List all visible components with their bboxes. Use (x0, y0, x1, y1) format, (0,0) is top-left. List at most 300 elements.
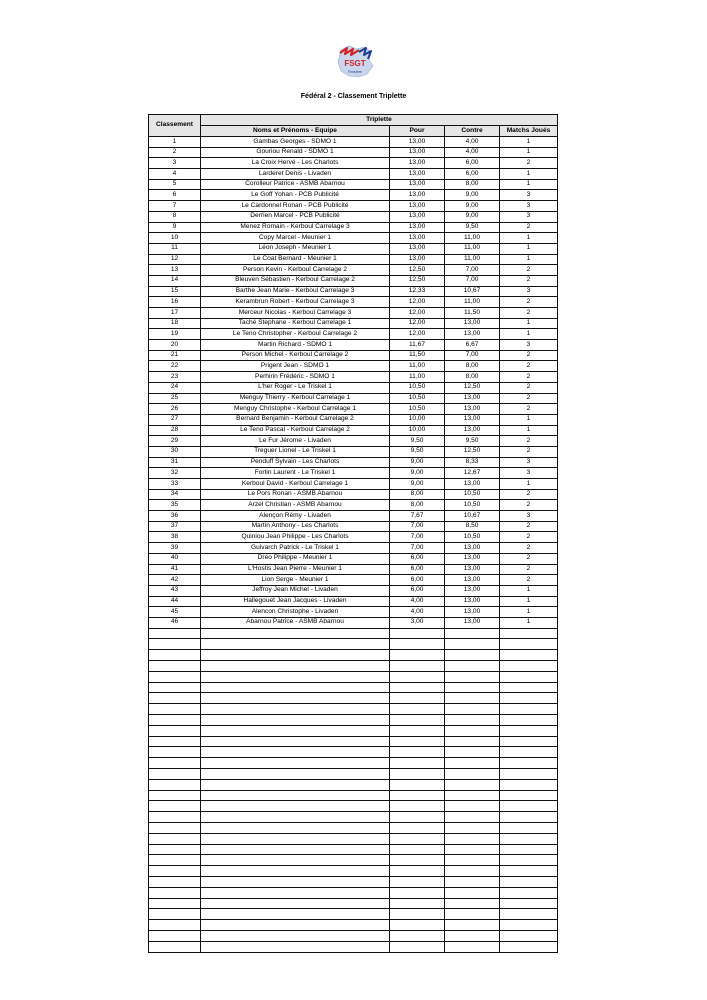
empty-row (149, 628, 558, 639)
pour-cell: 3,00 (390, 617, 445, 628)
empty-row (149, 833, 558, 844)
empty-cell (445, 833, 500, 844)
contre-cell: 9,50 (445, 222, 500, 233)
rank-cell: 1 (149, 137, 201, 148)
empty-cell (201, 747, 390, 758)
empty-cell (445, 812, 500, 823)
player-team-cell: Person Kevin - Kerboul Carrelage 2 (201, 265, 390, 276)
empty-cell (445, 639, 500, 650)
empty-cell (500, 812, 558, 823)
rank-cell: 42 (149, 575, 201, 586)
contre-cell: 7,00 (445, 265, 500, 276)
empty-cell (445, 930, 500, 941)
rank-cell: 13 (149, 265, 201, 276)
empty-cell (500, 715, 558, 726)
empty-row (149, 704, 558, 715)
rank-cell: 23 (149, 372, 201, 383)
empty-row (149, 844, 558, 855)
empty-cell (201, 855, 390, 866)
rank-cell: 4 (149, 169, 201, 180)
player-team-cell: Penduff Sylvain - Les Charlots (201, 457, 390, 468)
empty-cell (445, 693, 500, 704)
contre-cell: 12,67 (445, 468, 500, 479)
empty-cell (390, 682, 445, 693)
matches-cell: 2 (500, 404, 558, 415)
pour-cell: 7,67 (390, 511, 445, 522)
empty-row (149, 661, 558, 672)
player-team-cell: Le Goff Yohan - PCB Publicité (201, 190, 390, 201)
table-row (149, 521, 558, 532)
empty-cell (500, 768, 558, 779)
player-team-cell: L'Hostis Jean Pierre - Meunier 1 (201, 564, 390, 575)
empty-cell (390, 779, 445, 790)
empty-cell (390, 941, 445, 952)
empty-cell (390, 812, 445, 823)
table-row (149, 372, 558, 383)
rank-cell: 21 (149, 350, 201, 361)
table-row (149, 553, 558, 564)
matches-cell: 1 (500, 243, 558, 254)
empty-cell (445, 855, 500, 866)
empty-cell (500, 855, 558, 866)
matches-cell: 1 (500, 318, 558, 329)
empty-cell (201, 704, 390, 715)
empty-cell (445, 768, 500, 779)
player-team-cell: Merceur Nicolas - Kerboul Carrelage 3 (201, 308, 390, 319)
player-team-cell: Léon Joseph - Meunier 1 (201, 243, 390, 254)
empty-cell (500, 887, 558, 898)
pour-cell: 4,00 (390, 596, 445, 607)
pour-cell: 7,00 (390, 543, 445, 554)
empty-cell (390, 725, 445, 736)
contre-cell: 13,00 (445, 617, 500, 628)
table-row (149, 137, 558, 148)
rank-cell: 25 (149, 393, 201, 404)
contre-cell: 11,00 (445, 254, 500, 265)
empty-cell (390, 768, 445, 779)
empty-cell (390, 639, 445, 650)
table-row (149, 308, 558, 319)
empty-cell (500, 704, 558, 715)
empty-cell (500, 833, 558, 844)
table-row (149, 201, 558, 212)
pour-cell: 6,00 (390, 564, 445, 575)
empty-row (149, 801, 558, 812)
contre-column-header: Contre (445, 126, 500, 137)
pour-cell: 13,00 (390, 179, 445, 190)
empty-cell (149, 779, 201, 790)
player-team-cell: Alençon Rémy - Livaden (201, 511, 390, 522)
pour-cell: 12,50 (390, 275, 445, 286)
empty-cell (390, 855, 445, 866)
contre-cell: 4,00 (445, 147, 500, 158)
table-row (149, 361, 558, 372)
empty-cell (390, 844, 445, 855)
contre-cell: 9,50 (445, 436, 500, 447)
player-team-cell: Kerambrun Robert - Kerboul Carrelage 3 (201, 297, 390, 308)
pour-cell: 6,00 (390, 575, 445, 586)
pour-cell: 13,00 (390, 222, 445, 233)
player-team-cell: Guivarch Patrick - Le Triskel 1 (201, 543, 390, 554)
empty-cell (201, 725, 390, 736)
table-row (149, 297, 558, 308)
page-title: Fédéral 2 - Classement Triplette (300, 93, 407, 100)
empty-cell (445, 801, 500, 812)
rank-cell: 11 (149, 243, 201, 254)
contre-cell: 6,00 (445, 158, 500, 169)
table-row (149, 404, 558, 415)
player-team-cell: Gouriou Renald - SDMO 1 (201, 147, 390, 158)
empty-row (149, 898, 558, 909)
empty-cell (500, 822, 558, 833)
matches-cell: 1 (500, 233, 558, 244)
table-row (149, 254, 558, 265)
player-team-cell: Barthe Jean Marie - Kerboul Carrelage 3 (201, 286, 390, 297)
empty-cell (149, 671, 201, 682)
pour-cell: 6,00 (390, 553, 445, 564)
table-row (149, 393, 558, 404)
contre-cell: 10,50 (445, 500, 500, 511)
table-row (149, 511, 558, 522)
pour-cell: 9,00 (390, 457, 445, 468)
matches-cell: 2 (500, 361, 558, 372)
pour-cell: 10,00 (390, 414, 445, 425)
empty-cell (201, 715, 390, 726)
rank-cell: 46 (149, 617, 201, 628)
empty-cell (500, 866, 558, 877)
rank-cell: 31 (149, 457, 201, 468)
contre-cell: 13,00 (445, 543, 500, 554)
empty-cell (390, 736, 445, 747)
empty-cell (201, 866, 390, 877)
logo-subtext: Finistère (348, 70, 362, 74)
player-team-cell: Taché Stephane - Kerboul Carrelage 1 (201, 318, 390, 329)
empty-cell (500, 671, 558, 682)
matches-column-header: Matchs Joués (500, 126, 558, 137)
empty-cell (390, 693, 445, 704)
pour-cell: 12,00 (390, 318, 445, 329)
empty-cell (149, 833, 201, 844)
contre-cell: 11,50 (445, 308, 500, 319)
empty-cell (390, 887, 445, 898)
empty-cell (445, 704, 500, 715)
empty-cell (149, 930, 201, 941)
empty-cell (500, 941, 558, 952)
contre-cell: 7,00 (445, 350, 500, 361)
player-team-cell: Corolleur Patrice - ASMB Abarnou (201, 179, 390, 190)
rank-cell: 9 (149, 222, 201, 233)
empty-cell (201, 693, 390, 704)
empty-cell (390, 833, 445, 844)
contre-cell: 13,00 (445, 575, 500, 586)
empty-row (149, 671, 558, 682)
matches-cell: 3 (500, 286, 558, 297)
empty-cell (201, 790, 390, 801)
pour-cell: 12,00 (390, 308, 445, 319)
rank-column-header: Classement (149, 115, 201, 137)
player-team-cell: Prigent Jean - SDMO 1 (201, 361, 390, 372)
empty-cell (500, 650, 558, 661)
matches-cell: 3 (500, 457, 558, 468)
empty-cell (201, 671, 390, 682)
pour-cell: 4,00 (390, 607, 445, 618)
matches-cell: 2 (500, 275, 558, 286)
player-team-cell: Derrien Marcel - PCB Publicité (201, 211, 390, 222)
empty-row (149, 639, 558, 650)
rank-cell: 32 (149, 468, 201, 479)
matches-cell: 2 (500, 350, 558, 361)
contre-cell: 13,00 (445, 425, 500, 436)
empty-row (149, 909, 558, 920)
pour-cell: 11,50 (390, 350, 445, 361)
matches-cell: 1 (500, 607, 558, 618)
matches-cell: 3 (500, 201, 558, 212)
player-team-cell: Lion Serge - Meunier 1 (201, 575, 390, 586)
player-team-cell: Bernard Benjamin - Kerboul Carrelage 2 (201, 414, 390, 425)
empty-cell (445, 822, 500, 833)
player-team-cell: Le Fur Jérome - Livaden (201, 436, 390, 447)
empty-cell (445, 661, 500, 672)
player-team-cell: Le Cardonnel Ronan - PCB Publicité (201, 201, 390, 212)
rank-cell: 27 (149, 414, 201, 425)
rank-cell: 28 (149, 425, 201, 436)
empty-row (149, 920, 558, 931)
player-team-cell: Jeffroy Jean Michel - Livaden (201, 585, 390, 596)
contre-cell: 12,50 (445, 382, 500, 393)
table-row (149, 211, 558, 222)
pour-cell: 13,00 (390, 137, 445, 148)
empty-cell (390, 822, 445, 833)
empty-cell (149, 812, 201, 823)
pour-cell: 9,50 (390, 446, 445, 457)
matches-cell: 1 (500, 169, 558, 180)
table-row (149, 318, 558, 329)
empty-cell (201, 628, 390, 639)
empty-cell (390, 715, 445, 726)
empty-cell (201, 682, 390, 693)
pour-cell: 10,50 (390, 382, 445, 393)
empty-cell (390, 747, 445, 758)
rank-cell: 14 (149, 275, 201, 286)
table-row (149, 479, 558, 490)
rank-cell: 40 (149, 553, 201, 564)
name-column-header: Noms et Prénoms - Equipe (201, 126, 390, 137)
pour-cell: 13,00 (390, 169, 445, 180)
empty-cell (500, 930, 558, 941)
empty-cell (500, 876, 558, 887)
contre-cell: 11,00 (445, 243, 500, 254)
matches-cell: 2 (500, 308, 558, 319)
rank-cell: 8 (149, 211, 201, 222)
empty-cell (500, 682, 558, 693)
empty-row (149, 822, 558, 833)
player-team-cell: L'her Roger - Le Triskel 1 (201, 382, 390, 393)
empty-cell (445, 941, 500, 952)
rank-cell: 45 (149, 607, 201, 618)
rank-cell: 16 (149, 297, 201, 308)
matches-cell: 2 (500, 382, 558, 393)
contre-cell: 4,00 (445, 137, 500, 148)
pour-column-header: Pour (390, 126, 445, 137)
table-row (149, 489, 558, 500)
player-team-cell: Person Michel - Kerboul Carrelage 2 (201, 350, 390, 361)
empty-cell (201, 876, 390, 887)
empty-cell (445, 898, 500, 909)
empty-cell (445, 682, 500, 693)
rank-cell: 29 (149, 436, 201, 447)
rank-cell: 3 (149, 158, 201, 169)
contre-cell: 8,00 (445, 179, 500, 190)
empty-cell (500, 758, 558, 769)
empty-row (149, 650, 558, 661)
empty-cell (500, 790, 558, 801)
empty-cell (149, 898, 201, 909)
empty-cell (390, 661, 445, 672)
empty-cell (390, 628, 445, 639)
empty-cell (445, 887, 500, 898)
rank-cell: 39 (149, 543, 201, 554)
pour-cell: 7,00 (390, 532, 445, 543)
table-row (149, 532, 558, 543)
contre-cell: 13,00 (445, 329, 500, 340)
pour-cell: 11,00 (390, 361, 445, 372)
pour-cell: 13,00 (390, 211, 445, 222)
contre-cell: 8,33 (445, 457, 500, 468)
table-row (149, 617, 558, 628)
empty-cell (500, 725, 558, 736)
rank-cell: 41 (149, 564, 201, 575)
player-team-cell: Larderet Denis - Livaden (201, 169, 390, 180)
table-row (149, 607, 558, 618)
empty-cell (149, 639, 201, 650)
player-team-cell: Fortin Laurent - Le Triskel 1 (201, 468, 390, 479)
empty-row (149, 715, 558, 726)
empty-cell (149, 704, 201, 715)
empty-cell (445, 725, 500, 736)
empty-cell (201, 768, 390, 779)
player-team-cell: Menez Romain - Kerboul Carrelage 3 (201, 222, 390, 233)
matches-cell: 3 (500, 190, 558, 201)
table-row (149, 275, 558, 286)
empty-cell (149, 628, 201, 639)
table-row (149, 425, 558, 436)
table-row (149, 468, 558, 479)
contre-cell: 10,67 (445, 511, 500, 522)
player-team-cell: Copy Marcel - Meunier 1 (201, 233, 390, 244)
empty-row (149, 725, 558, 736)
table-row (149, 564, 558, 575)
player-team-cell: Le Coat Bernard - Meunier 1 (201, 254, 390, 265)
empty-cell (149, 876, 201, 887)
pour-cell: 9,50 (390, 436, 445, 447)
table-row (149, 329, 558, 340)
contre-cell: 13,00 (445, 596, 500, 607)
contre-cell: 12,50 (445, 446, 500, 457)
empty-cell (445, 790, 500, 801)
empty-cell (500, 628, 558, 639)
empty-cell (149, 693, 201, 704)
contre-cell: 10,50 (445, 532, 500, 543)
rank-cell: 33 (149, 479, 201, 490)
pour-cell: 13,00 (390, 190, 445, 201)
rank-cell: 18 (149, 318, 201, 329)
table-row (149, 585, 558, 596)
table-row (149, 265, 558, 276)
empty-cell (149, 747, 201, 758)
empty-cell (445, 736, 500, 747)
empty-cell (149, 725, 201, 736)
empty-cell (390, 930, 445, 941)
matches-cell: 3 (500, 340, 558, 351)
contre-cell: 10,67 (445, 286, 500, 297)
pour-cell: 9,00 (390, 468, 445, 479)
empty-cell (445, 779, 500, 790)
player-team-cell: Treguer Lionel - Le Triskel 1 (201, 446, 390, 457)
contre-cell: 13,00 (445, 318, 500, 329)
empty-cell (149, 661, 201, 672)
empty-row (149, 887, 558, 898)
rank-cell: 36 (149, 511, 201, 522)
empty-cell (149, 887, 201, 898)
rank-cell: 26 (149, 404, 201, 415)
player-team-cell: Arzel Christian - ASMB Abarnou (201, 500, 390, 511)
matches-cell: 2 (500, 436, 558, 447)
table-row (149, 169, 558, 180)
matches-cell: 2 (500, 521, 558, 532)
matches-cell: 2 (500, 543, 558, 554)
empty-cell (149, 736, 201, 747)
pour-cell: 7,00 (390, 521, 445, 532)
table-row (149, 414, 558, 425)
empty-cell (500, 747, 558, 758)
rank-cell: 44 (149, 596, 201, 607)
matches-cell: 2 (500, 553, 558, 564)
empty-cell (500, 844, 558, 855)
matches-cell: 2 (500, 372, 558, 383)
matches-cell: 1 (500, 425, 558, 436)
table-row (149, 286, 558, 297)
empty-cell (390, 704, 445, 715)
empty-cell (149, 855, 201, 866)
empty-cell (445, 844, 500, 855)
table-row (149, 340, 558, 351)
matches-cell: 2 (500, 564, 558, 575)
matches-cell: 1 (500, 147, 558, 158)
pour-cell: 13,00 (390, 158, 445, 169)
matches-cell: 1 (500, 479, 558, 490)
pour-cell: 11,00 (390, 372, 445, 383)
contre-cell: 11,00 (445, 233, 500, 244)
pour-cell: 13,00 (390, 147, 445, 158)
empty-cell (201, 736, 390, 747)
empty-cell (149, 790, 201, 801)
contre-cell: 13,00 (445, 564, 500, 575)
empty-cell (201, 650, 390, 661)
empty-row (149, 790, 558, 801)
matches-cell: 3 (500, 211, 558, 222)
player-team-cell: La Croix Hervé - Les Charlots (201, 158, 390, 169)
rank-cell: 12 (149, 254, 201, 265)
matches-cell: 2 (500, 297, 558, 308)
pour-cell: 13,00 (390, 233, 445, 244)
pour-cell: 12,00 (390, 297, 445, 308)
empty-cell (500, 639, 558, 650)
empty-cell (390, 758, 445, 769)
matches-cell: 2 (500, 446, 558, 457)
table-row (149, 222, 558, 233)
empty-row (149, 693, 558, 704)
empty-cell (149, 801, 201, 812)
